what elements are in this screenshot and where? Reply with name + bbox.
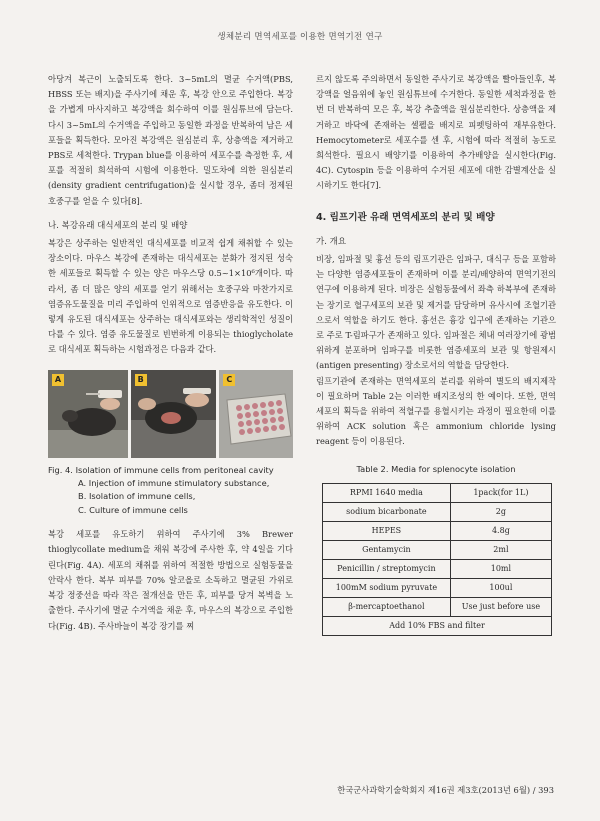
table-row — [323, 597, 552, 616]
table-cell: RPMI 1640 media — [323, 483, 451, 502]
table-cell: sodium bicarbonate — [323, 502, 451, 521]
table-cell: 100ul — [450, 578, 551, 597]
table-cell: Gentamycin — [323, 540, 451, 559]
table-row — [323, 540, 552, 559]
table-cell: 1pack(for 1L) — [450, 483, 551, 502]
table-row — [323, 521, 552, 540]
table-cell: 2g — [450, 502, 551, 521]
table-cell: 4.8g — [450, 521, 551, 540]
table-cell: Penicillin / streptomycin — [323, 559, 451, 578]
table-cell: 2ml — [450, 540, 551, 559]
panel-label: C — [223, 374, 235, 386]
table-cell: 10ml — [450, 559, 551, 578]
subsection-title: 가. 개요 — [316, 236, 347, 247]
body-paragraph: 복강 세포를 유도하기 위하여 주사기에 3% Brewer thioglycollate medium을 채워 복강에 주사한 후, 약 4일을 기다린다(Fig. 4A). 세포의 채취를 위하여 적절한 방법으로 실험동물을 안락사 한다. 복부 피부를 70% 알코올로 소독하고 멸균된 가위로 복강 정중선을 따라 작은 절개선을 만든 후, 피부를 당겨 복벽을 노출한다. 주사기에 멸균 수거액을 채운 후, 마우스의 복강으로 주입한다(Fig. 4B). 주사바늘이 복강 장기를 찌 — [48, 529, 293, 631]
table-cell: β-mercaptoethanol — [323, 597, 451, 616]
table-cell: HEPES — [323, 521, 451, 540]
panel-label: A — [52, 374, 64, 386]
figure-panel-a — [48, 370, 128, 458]
body-paragraph: 비장, 임파절 및 흉선 등의 림프기관은 임파구, 대식구 등을 포함하는 다양한 염증세포들이 존재하며 이를 분리/배양하여 면역기전의 연구에 이용하게 된다. 비장은 실험동물에서 좌측 하복부에 존재하는 장기로 혈구세포의 보관 및 제거를 담당하며 유사시에 조혈기관으로서 역할을 하기도 한다. 흉선은 흉강 입구에 존재하는 기관으로 주로 T-림파구가 존재하고 있다. 임파절은 체내 여러장기에 광범위하게 분포하며 임파구를 비롯한 염증세포의 보관 및 항원제시(antigen presenting) 장소로서의 역할을 담당한다. — [316, 254, 556, 371]
table-footer-cell: Add 10% FBS and filter — [323, 616, 552, 635]
body-paragraph: 복강은 상주하는 일반적인 대식세포를 비교적 쉽게 채취할 수 있는 장소이다. 마우스 복강에 존재하는 대식세포는 분화가 정지된 성숙한 세포들로 획득할 수 있는 양은 마우스당 0.5~1×10⁶개이다. 따라서, 좀 더 많은 양의 세포를 얻기 위해서는 호중구와 마찬가지로 염증유도물질을 미리 주입하여 인위적으로 염증반응을 유도한다. 이렇게 유도된 대식세포는 상주하는 대식세포와는 생리학적인 성질이 다를 수 있다. 염증 유도물질로 빈번하게 이용되는 thioglycholate로 대식세포 획득하는 시험과정은 다음과 같다. — [48, 238, 293, 355]
section-title: 4. 림프기관 유래 면역세포의 분리 및 배양 — [316, 211, 495, 223]
media-table — [322, 483, 552, 636]
body-paragraph: 아당겨 복근이 노출되도록 한다. 3~5mL의 멸균 수거액(PBS, HBSS 또는 배지)을 주사기에 채운 후, 복강 안으로 주입한다. 복강을 가볍게 마사지하고 복강액을 회수하여 이를 원심튜브에 담는다. 다시 3~5mL의 수거액을 주입하고 동일한 과정을 반복하여 남은 세포들을 획득한다. 모아진 복강액은 원심분리 후, 상층액을 제거하고 PBS로 세척한다. Trypan blue를 이용하여 세포수를 측정한 후, 세포를 적절히 희석하여 시험에 이용한다. 밀도차에 의한 원심분리(density gradient centrifugation)을 실시할 경우, 좀더 정제된 호중구를 얻을 수 있다[8]. — [48, 74, 293, 206]
figure-caption-title: Fig. 4. Isolation of immune cells from peritoneal cavity — [48, 464, 274, 475]
table-cell: Use just before use — [450, 597, 551, 616]
figure-4 — [48, 370, 293, 458]
table-row — [323, 559, 552, 578]
body-paragraph: 르지 않도록 주의하면서 동일한 주사기로 복강액을 빨아들인후, 복강액을 얼음위에 놓인 원심튜브에 수거한다. 동일한 세척과정을 한번 더 반복하여 모은 후, 복강 추출액을 원심분리한다. 상층액을 제거하고 바닥에 존재하는 셀펠을 배지로 피펫팅하여 재부유한다. Hemocytometer로 세포수를 센 후, 시험에 따라 적절히 농도로 희석한다. 필요시 배양기를 이용하여 추가배양을 실시한다(Fig. 4C). Cytospin 등을 이용하여 수거된 세포에 대한 감별계산을 실시하기도 한다[7]. — [316, 74, 556, 191]
figure-panel-c — [219, 370, 293, 458]
table-caption: Table 2. Media for splenocyte isolation — [356, 463, 516, 474]
table-row — [323, 502, 552, 521]
figure-panel-b — [131, 370, 217, 458]
running-header: 생체분리 면역세포를 이용한 면역기전 연구 — [217, 32, 383, 42]
figure-caption-item: C. Culture of immune cells — [78, 504, 188, 515]
panel-label: B — [135, 374, 147, 386]
figure-caption-item: A. Injection of immune stimulatory substance, — [78, 478, 270, 489]
table-row — [323, 483, 552, 502]
left-column — [48, 72, 293, 634]
page-footer: 한국군사과학기술학회지 제16권 제3호(2013년 6월) / 393 — [337, 785, 554, 795]
table-row — [323, 616, 552, 635]
figure-caption — [48, 464, 293, 518]
table-cell: 100mM sodium pyruvate — [323, 578, 451, 597]
right-column — [316, 72, 556, 636]
table-row — [323, 578, 552, 597]
subsection-title: 나. 복강유래 대식세포의 분리 및 배양 — [48, 220, 188, 231]
figure-caption-item: B. Isolation of immune cells, — [78, 491, 196, 502]
body-paragraph: 림프기관에 존재하는 면역세포의 분리를 위하여 별도의 배지제작이 필요하며 Table 2는 이러한 배지조성의 한 예이다. 또한, 면역세포의 획득을 위하여 적혈구를 용혈시키는 과정이 필요한데 이를 위하여 ACK solution 혹은 ammonium chloride lysing reagent 등이 이용된다. — [316, 375, 556, 447]
